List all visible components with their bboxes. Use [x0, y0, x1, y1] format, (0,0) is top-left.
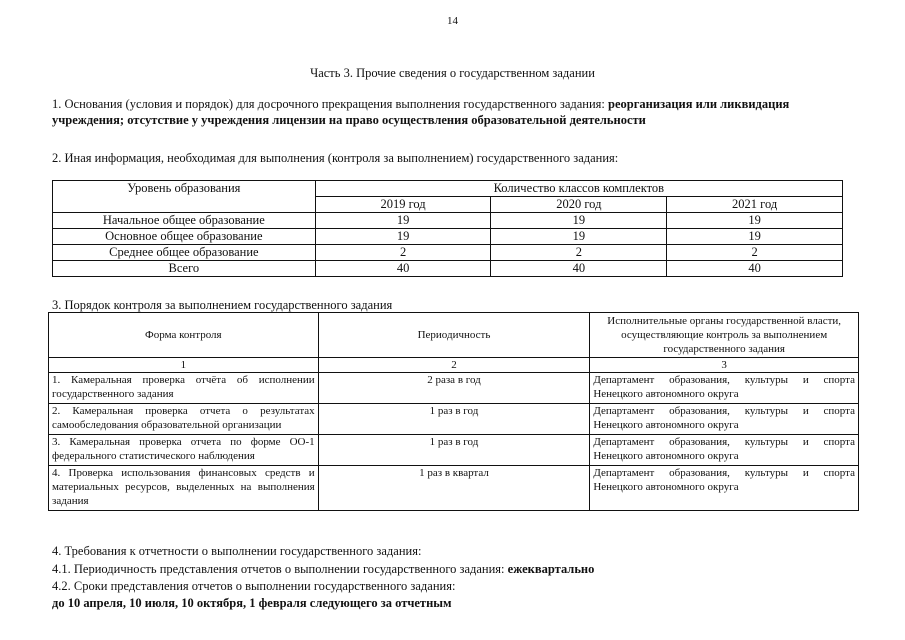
- control-organ: Департамент образования, культуры и спорта Ненецкого автономного округа: [590, 404, 859, 435]
- control-organ: Департамент образования, культуры и спорта Ненецкого автономного округа: [590, 466, 859, 511]
- row-label: Всего: [53, 261, 316, 277]
- periodicity: 1 раз в год: [318, 404, 590, 435]
- header-control-organ: Исполнительные органы государственной власти, осуществляющие контроль за выполнением государственного задания: [590, 313, 859, 358]
- cell-value: 19: [667, 213, 843, 229]
- periodicity: 2 раза в год: [318, 373, 590, 404]
- header-control-form: Форма контроля: [49, 313, 319, 358]
- section-2-heading: 2. Иная информация, необходимая для выполнения (контроля за выполнением) государственного задания:: [52, 151, 619, 165]
- table-row: [53, 245, 843, 261]
- classes-table: [52, 180, 843, 277]
- cell-value: 19: [491, 213, 667, 229]
- table-row: [49, 404, 859, 435]
- section-4-heading: 4. Требования к отчетности о выполнении государственного задания:: [52, 544, 422, 558]
- control-form: 1. Камеральная проверка отчёта об исполнении государственного задания: [49, 373, 319, 404]
- table-row: [49, 373, 859, 404]
- header-class-count: Количество классов комплектов: [315, 181, 842, 197]
- periodicity: 1 раз в год: [318, 435, 590, 466]
- section-4-1: [52, 561, 858, 577]
- section-4-1-bold: ежеквартально: [507, 562, 595, 576]
- cell-value: 19: [315, 213, 491, 229]
- cell-value: 2: [491, 245, 667, 261]
- table-row: [49, 466, 859, 511]
- row-label: Начальное общее образование: [53, 213, 316, 229]
- cell-value: 40: [667, 261, 843, 277]
- table-row: [53, 213, 843, 229]
- section-4-1-text: 4.1. Периодичность представления отчетов о выполнении государственного задания:: [52, 562, 508, 576]
- control-table: [48, 312, 859, 511]
- section-3-heading: 3. Порядок контроля за выполнением государственного задания: [52, 298, 393, 312]
- control-form: 4. Проверка использования финансовых средств и материальных ресурсов, выделенных на выполнения задания: [49, 466, 319, 511]
- cell-value: 2: [667, 245, 843, 261]
- control-organ: Департамент образования, культуры и спорта Ненецкого автономного округа: [590, 435, 859, 466]
- cell-value: 19: [667, 229, 843, 245]
- cell-value: 40: [315, 261, 491, 277]
- page-number: 14: [447, 15, 458, 27]
- header-education-level: Уровень образования: [53, 181, 316, 213]
- row-label: Среднее общее образование: [53, 245, 316, 261]
- section-1-text: 1. Основания (условия и порядок) для досрочного прекращения выполнения государственного задания:: [52, 97, 609, 111]
- header-periodicity: Периодичность: [318, 313, 590, 358]
- section-4-2: 4.2. Сроки представления отчетов о выполнении государственного задания:: [52, 579, 456, 593]
- section-1-bold: реорганизация или ликвидация учреждения; отсутствие у учреждения лицензии на право осуществления образовательной деятельности: [52, 97, 790, 127]
- control-form: 3. Камеральная проверка отчета по форме ОО-1 федерального статистического наблюдения: [49, 435, 319, 466]
- row-label: Основное общее образование: [53, 229, 316, 245]
- cell-value: 19: [491, 229, 667, 245]
- control-organ: Департамент образования, культуры и спорта Ненецкого автономного округа: [590, 373, 859, 404]
- header-year: 2019 год: [315, 197, 491, 213]
- column-number: 1: [49, 358, 319, 373]
- table-row: [53, 261, 843, 277]
- control-form: 2. Камеральная проверка отчета о результатах самообследования образовательной организации: [49, 404, 319, 435]
- part-title: Часть 3. Прочие сведения о государственном задании: [310, 66, 595, 80]
- table-row: [53, 229, 843, 245]
- periodicity: 1 раз в квартал: [318, 466, 590, 511]
- header-year: 2021 год: [667, 197, 843, 213]
- column-number: 3: [590, 358, 859, 373]
- cell-value: 2: [315, 245, 491, 261]
- cell-value: 19: [315, 229, 491, 245]
- section-1: [52, 96, 858, 128]
- section-4-2-deadlines: до 10 апреля, 10 июля, 10 октября, 1 февраля следующего за отчетным: [52, 596, 452, 610]
- header-year: 2020 год: [491, 197, 667, 213]
- table-row: [49, 435, 859, 466]
- column-number: 2: [318, 358, 590, 373]
- cell-value: 40: [491, 261, 667, 277]
